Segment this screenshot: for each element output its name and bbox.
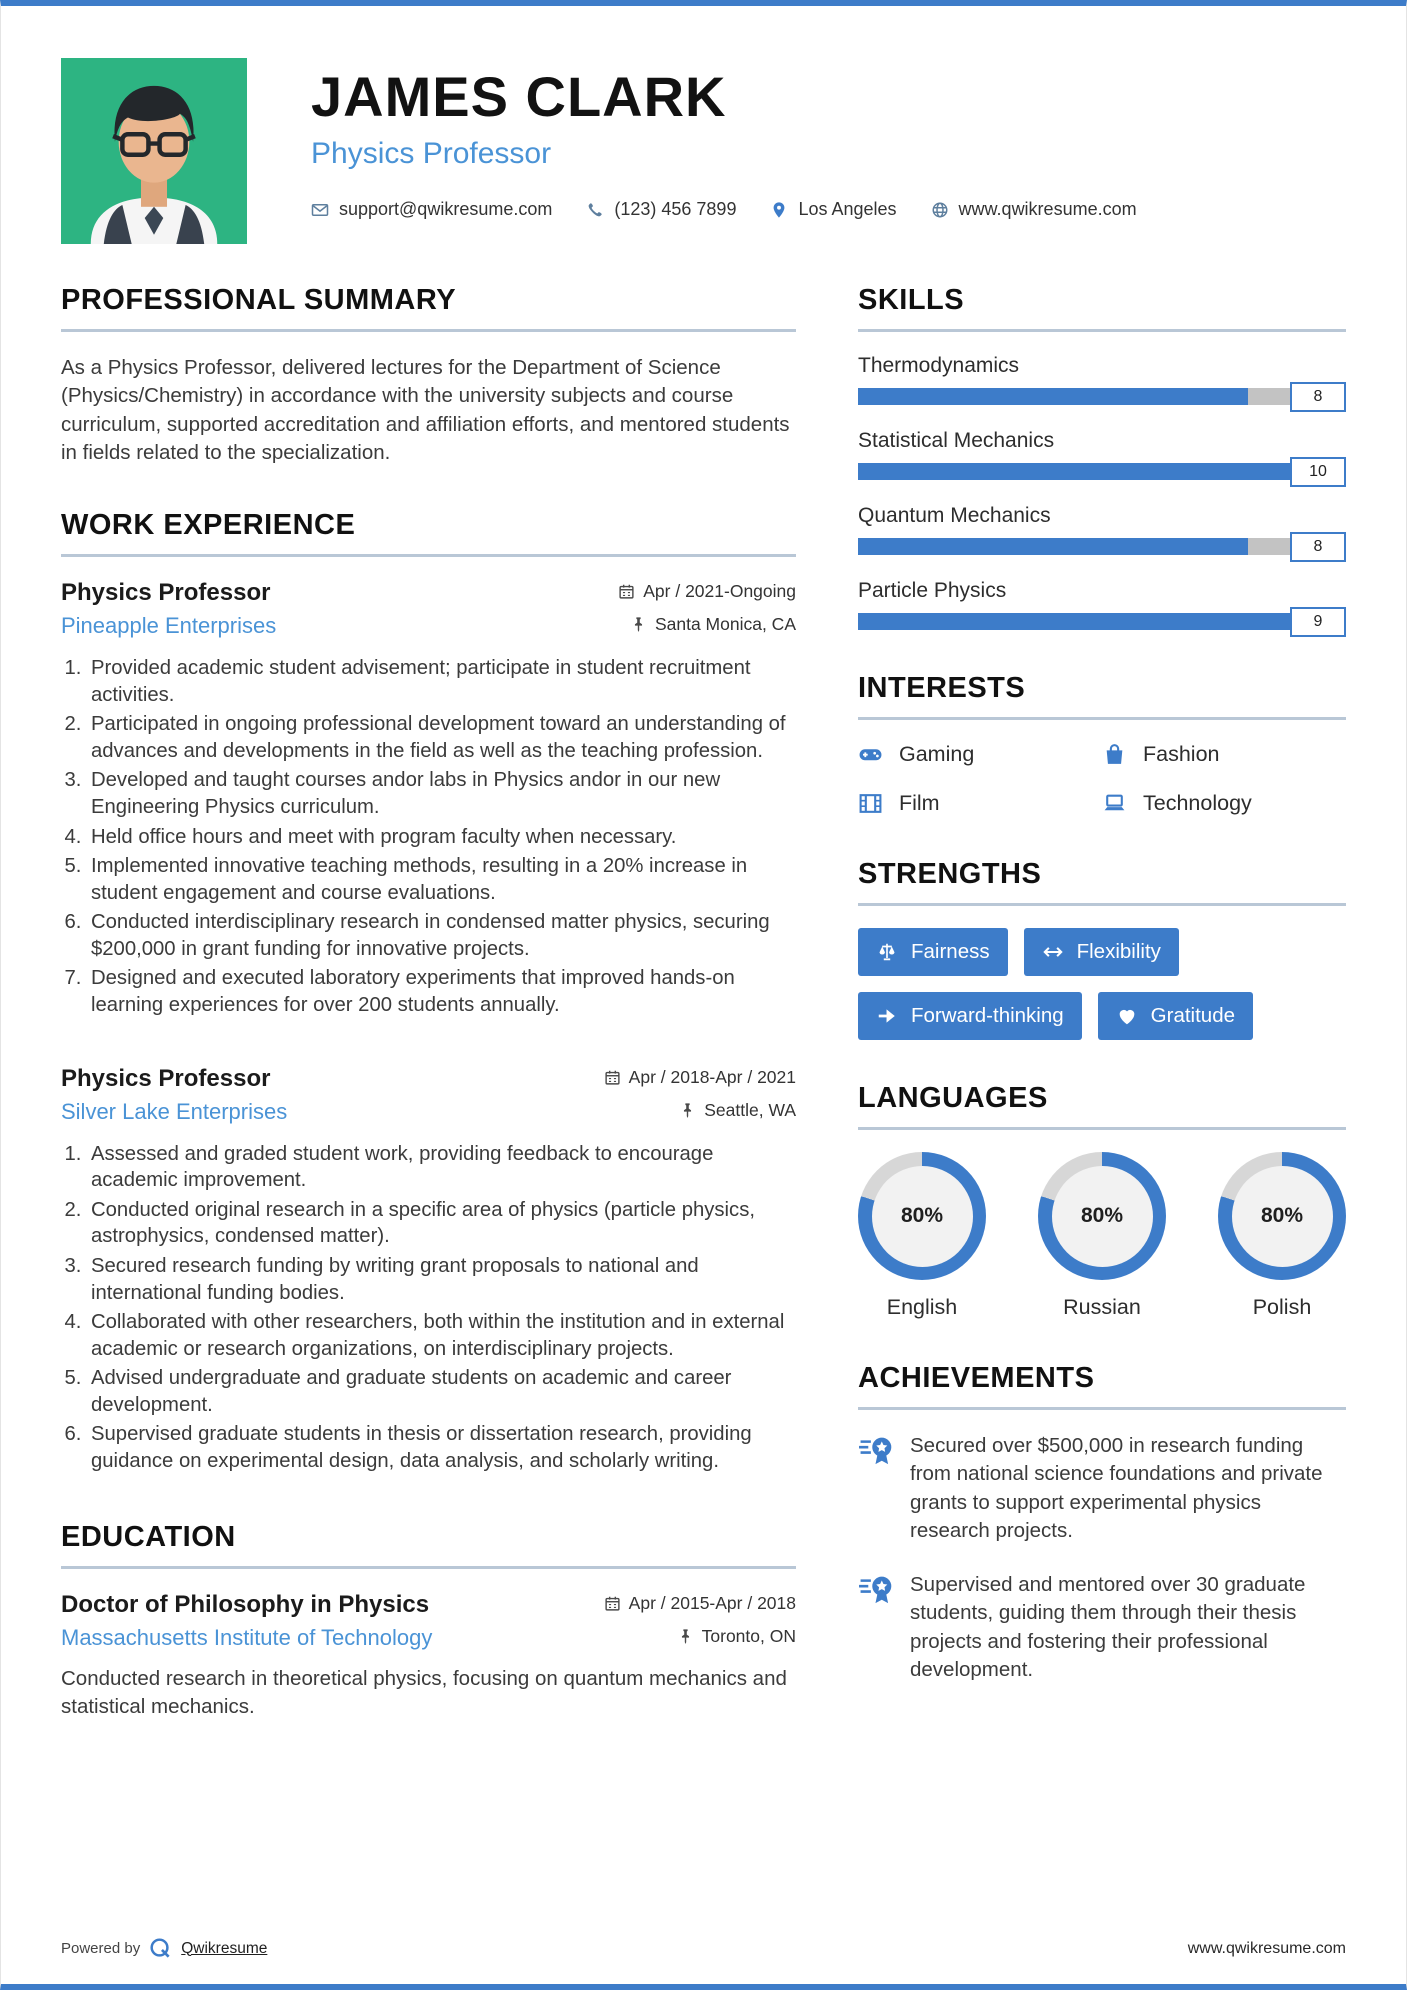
qwikresume-logo-icon bbox=[149, 1937, 172, 1960]
calendar-icon bbox=[604, 1595, 621, 1612]
job-header-row bbox=[61, 579, 796, 607]
education-dates bbox=[604, 1593, 796, 1614]
scales-icon bbox=[876, 941, 898, 963]
contact-text: www.qwikresume.com bbox=[958, 199, 1137, 219]
skill-name: Thermodynamics bbox=[858, 354, 1020, 377]
job-entry bbox=[61, 1065, 796, 1475]
job-subheader-row bbox=[61, 1099, 796, 1125]
headline-title: Physics Professor bbox=[311, 137, 552, 170]
interest-list bbox=[858, 742, 1346, 816]
skill-value-badge: 8 bbox=[1290, 532, 1346, 562]
columns bbox=[61, 284, 1346, 1767]
interest-item bbox=[858, 791, 1102, 816]
job-dates-text: Apr / 2021-Ongoing bbox=[643, 581, 796, 602]
contact-item bbox=[770, 199, 896, 220]
job-bullet: 4. Held office hours and meet with program faculty when necessary. bbox=[87, 824, 796, 851]
languages-section bbox=[858, 1082, 1346, 1320]
achievement-list bbox=[858, 1432, 1346, 1684]
skill-value-badge: 10 bbox=[1290, 457, 1346, 487]
summary-heading: PROFESSIONAL SUMMARY bbox=[61, 284, 796, 332]
education-header-row bbox=[61, 1591, 796, 1619]
job-bullet: 1. Provided academic student advisement; participate in student recruitment activities. bbox=[87, 655, 796, 708]
skill-item bbox=[858, 429, 1346, 480]
film-icon bbox=[858, 791, 883, 816]
interest-item bbox=[1102, 791, 1346, 816]
powered-by bbox=[61, 1937, 267, 1960]
job-bullet: 6. Supervised graduate students in thesis or dissertation research, providing guidance on experimental design, data analysis, and scholarly writing. bbox=[87, 1421, 796, 1474]
language-list bbox=[858, 1152, 1346, 1320]
job-bullet: 6. Conducted interdisciplinary research in condensed matter physics, securing $200,000 in grant funding for innovative projects. bbox=[87, 909, 796, 962]
footer-site: www.qwikresume.com bbox=[1187, 1939, 1346, 1957]
skill-bar-fill bbox=[858, 463, 1346, 480]
strength-chip bbox=[858, 992, 1082, 1040]
qwikresume-link[interactable]: Qwikresume bbox=[181, 1939, 268, 1957]
name: JAMES CLARK bbox=[311, 65, 727, 128]
interest-item bbox=[1102, 742, 1346, 767]
award-icon bbox=[858, 1573, 894, 1605]
language-item bbox=[858, 1152, 986, 1320]
skill-name: Statistical Mechanics bbox=[858, 429, 1055, 452]
strength-chip bbox=[858, 928, 1008, 976]
language-percent: 80% bbox=[1052, 1166, 1153, 1267]
interest-item bbox=[858, 742, 1102, 767]
phone-icon bbox=[586, 201, 604, 219]
interests-heading: INTERESTS bbox=[858, 672, 1346, 720]
achievements-heading: ACHIEVEMENTS bbox=[858, 1362, 1346, 1410]
contact-text: Los Angeles bbox=[798, 199, 897, 219]
language-name: Russian bbox=[1063, 1295, 1141, 1319]
job-bullet: 7. Designed and executed laboratory experiments that improved hands-on learning experiences for over 200 students annually. bbox=[87, 965, 796, 1018]
job-location bbox=[630, 614, 796, 635]
achievement-item bbox=[858, 1571, 1346, 1684]
company-name: Pineapple Enterprises bbox=[61, 613, 277, 639]
contact-item bbox=[931, 199, 1137, 220]
strength-label: Forward-thinking bbox=[911, 1004, 1064, 1027]
achievements-section bbox=[858, 1362, 1346, 1684]
interest-label: Fashion bbox=[1143, 742, 1220, 766]
strength-list bbox=[858, 928, 1346, 1040]
work-heading: WORK EXPERIENCE bbox=[61, 509, 796, 557]
strength-label: Flexibility bbox=[1076, 940, 1161, 963]
skills-section bbox=[858, 284, 1346, 630]
job-location bbox=[679, 1100, 796, 1121]
achievement-text: Secured over $500,000 in research funding from national science foundations and private grants to support experimental physics research projects. bbox=[910, 1434, 1323, 1542]
job-title: Physics Professor bbox=[61, 579, 271, 607]
job-dates bbox=[618, 581, 796, 602]
job-entry bbox=[61, 579, 796, 1019]
arrows-icon bbox=[1042, 941, 1064, 963]
skill-bar bbox=[858, 538, 1346, 555]
job-bullet: 2. Participated in ongoing professional development toward an understanding of advances and developments in the field as well as the teaching profession. bbox=[87, 711, 796, 764]
language-percent: 80% bbox=[1232, 1166, 1333, 1267]
skill-list bbox=[858, 354, 1346, 630]
powered-by-label: Powered by bbox=[61, 1940, 141, 1957]
location-icon bbox=[770, 201, 788, 219]
education-entry bbox=[61, 1591, 796, 1722]
skill-item bbox=[858, 354, 1346, 405]
skill-value-badge: 8 bbox=[1290, 382, 1346, 412]
job-header-row bbox=[61, 1065, 796, 1093]
contact-item bbox=[311, 199, 552, 220]
calendar-icon bbox=[604, 1069, 621, 1086]
job-location-text: Seattle, WA bbox=[704, 1099, 796, 1120]
summary-section bbox=[61, 284, 796, 467]
contact-text: (123) 456 7899 bbox=[614, 199, 737, 219]
language-name: English bbox=[886, 1295, 958, 1319]
strength-label: Gratitude bbox=[1150, 1004, 1235, 1027]
job-bullet: 1. Assessed and graded student work, providing feedback to encourage academic improvement. bbox=[87, 1141, 796, 1194]
skill-bar-fill bbox=[858, 613, 1297, 630]
skill-bar bbox=[858, 463, 1346, 480]
degree-title: Doctor of Philosophy in Physics bbox=[61, 1590, 430, 1618]
interest-label: Gaming bbox=[899, 742, 975, 766]
education-location-text: Toronto, ON bbox=[701, 1625, 796, 1646]
language-donut bbox=[1218, 1152, 1346, 1280]
job-bullet: 5. Advised undergraduate and graduate students on academic and career development. bbox=[87, 1365, 796, 1418]
language-percent: 80% bbox=[872, 1166, 973, 1267]
contact-row bbox=[311, 199, 1137, 220]
header-info bbox=[311, 58, 1137, 244]
job-location-text: Santa Monica, CA bbox=[654, 614, 796, 635]
job-list bbox=[61, 579, 796, 1474]
summary-text: As a Physics Professor, delivered lectures for the Department of Science (Physics/Chemistry) in accordance with the university subjects and course curriculum, supported accreditation and affiliation efforts, and mentored students in fields related to the specialization. bbox=[61, 356, 790, 464]
avatar-illustration bbox=[61, 58, 247, 244]
skill-bar-fill bbox=[858, 538, 1248, 555]
achievement-text: Supervised and mentored over 30 graduate students, guiding them through their thesis projects and fostering their professional development. bbox=[910, 1573, 1306, 1681]
work-section bbox=[61, 509, 796, 1474]
pushpin-icon bbox=[630, 616, 647, 633]
education-subheader-row bbox=[61, 1625, 796, 1651]
email-icon bbox=[311, 201, 329, 219]
interest-label: Film bbox=[899, 791, 940, 815]
job-dates bbox=[604, 1067, 796, 1088]
header bbox=[61, 58, 1346, 244]
contact-item bbox=[586, 199, 736, 220]
language-item bbox=[1038, 1152, 1166, 1320]
education-description: Conducted research in theoretical physics, focusing on quantum mechanics and statistical mechanics. bbox=[61, 1666, 787, 1718]
strength-label: Fairness bbox=[911, 940, 990, 963]
bag-icon bbox=[1102, 742, 1127, 767]
skill-name: Quantum Mechanics bbox=[858, 504, 1051, 527]
skill-bar bbox=[858, 613, 1346, 630]
strength-chip bbox=[1024, 928, 1179, 976]
job-bullet: 2. Conducted original research in a specific area of physics (particle physics, astrophysics, condensed matter). bbox=[87, 1197, 796, 1250]
job-bullet: 4. Collaborated with other researchers, both within the institution and in external academic or research organizations, on interdisciplinary projects. bbox=[87, 1309, 796, 1362]
education-list bbox=[61, 1591, 796, 1722]
interest-label: Technology bbox=[1143, 791, 1252, 815]
skill-bar bbox=[858, 388, 1346, 405]
pushpin-icon bbox=[679, 1102, 696, 1119]
job-bullets bbox=[61, 1141, 796, 1475]
strengths-heading: STRENGTHS bbox=[858, 858, 1346, 906]
languages-heading: LANGUAGES bbox=[858, 1082, 1346, 1130]
calendar-icon bbox=[618, 583, 635, 600]
strengths-section bbox=[858, 858, 1346, 1040]
profile-photo bbox=[61, 58, 247, 244]
left-column bbox=[61, 284, 796, 1767]
education-section bbox=[61, 1521, 796, 1722]
contact-text: support@qwikresume.com bbox=[339, 199, 553, 219]
job-dates-text: Apr / 2018-Apr / 2021 bbox=[628, 1066, 796, 1087]
education-dates-text: Apr / 2015-Apr / 2018 bbox=[628, 1592, 796, 1613]
skills-heading: SKILLS bbox=[858, 284, 1346, 332]
skill-item bbox=[858, 579, 1346, 630]
education-heading: EDUCATION bbox=[61, 1521, 796, 1569]
language-name: Polish bbox=[1252, 1295, 1312, 1319]
job-subheader-row bbox=[61, 613, 796, 639]
language-donut bbox=[858, 1152, 986, 1280]
job-bullet: 3. Secured research funding by writing grant proposals to national and international funding bodies. bbox=[87, 1253, 796, 1306]
skill-bar-fill bbox=[858, 388, 1248, 405]
pushpin-icon bbox=[677, 1628, 694, 1645]
laptop-icon bbox=[1102, 791, 1127, 816]
strength-chip bbox=[1098, 992, 1253, 1040]
achievement-item bbox=[858, 1432, 1346, 1545]
job-bullet: 5. Implemented innovative teaching methods, resulting in a 20% increase in student engagement and course evaluations. bbox=[87, 853, 796, 906]
language-item bbox=[1218, 1152, 1346, 1320]
skill-item bbox=[858, 504, 1346, 555]
arrow-right-icon bbox=[876, 1005, 898, 1027]
gamepad-icon bbox=[858, 742, 883, 767]
interests-section bbox=[858, 672, 1346, 816]
job-title: Physics Professor bbox=[61, 1064, 271, 1092]
heart-icon bbox=[1116, 1005, 1138, 1027]
job-bullets bbox=[61, 655, 796, 1019]
language-donut bbox=[1038, 1152, 1166, 1280]
right-column bbox=[858, 284, 1346, 1767]
globe-icon bbox=[931, 201, 949, 219]
company-name: Silver Lake Enterprises bbox=[61, 1098, 288, 1124]
job-bullet: 3. Developed and taught courses andor labs in Physics andor in our new Engineering Physics curriculum. bbox=[87, 767, 796, 820]
school-name: Massachusetts Institute of Technology bbox=[61, 1624, 433, 1650]
footer bbox=[61, 1937, 1346, 1960]
award-icon bbox=[858, 1434, 894, 1466]
education-location bbox=[677, 1626, 796, 1647]
skill-value-badge: 9 bbox=[1290, 607, 1346, 637]
skill-name: Particle Physics bbox=[858, 579, 1007, 602]
